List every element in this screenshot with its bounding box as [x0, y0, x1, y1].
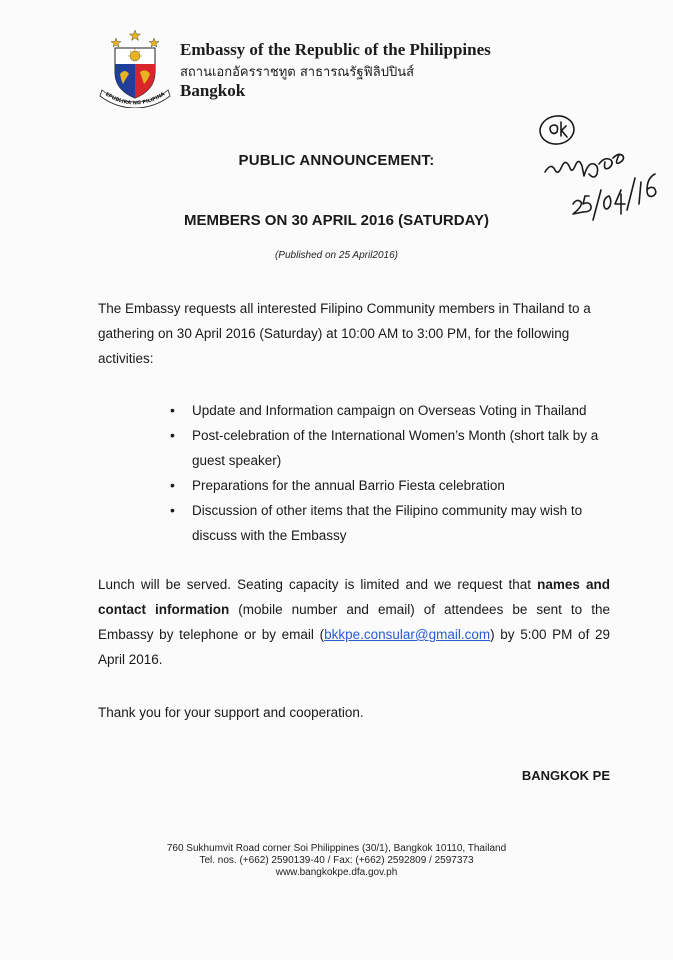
footer-phones: Tel. nos. (+662) 2590139-40 / Fax: (+662) 2592809 / 2597373	[199, 855, 474, 866]
list-item: • Post-celebration of the International Women’s Month (short talk by a guest speaker)	[170, 423, 615, 473]
announcement-subtitle: MEMBERS ON 30 APRIL 2016 (SATURDAY)	[183, 212, 490, 229]
thanks-paragraph: Thank you for your support and cooperation.	[98, 705, 364, 720]
list-item: • Discussion of other items that the Filipino community may wish to discuss with the Embassy	[170, 498, 615, 548]
lunch-text-1: Lunch will be served. Seating capacity is limited and we request that	[98, 577, 538, 592]
footer-address: 760 Sukhumvit Road corner Soi Philippines (30/1), Bangkok 10110, Thailand	[166, 843, 507, 854]
lunch-paragraph	[98, 572, 610, 672]
philippine-seal-logo	[96, 28, 174, 108]
embassy-name: Embassy of the Republic of the Philippines	[180, 40, 491, 59]
intro-paragraph: The Embassy requests all interested Filipino Community members in Thailand to a gathering on 30 April 2016 (Saturday) at 10:00 AM to 3:00 PM, for the following activities:	[98, 301, 591, 366]
consular-email-link[interactable]: bkkpe.consular@gmail.com	[324, 627, 491, 642]
list-item: • Preparations for the annual Barrio Fiesta celebration	[170, 473, 615, 498]
lunch-bold-text: names and contact information	[98, 577, 610, 617]
list-item: • Update and Information campaign on Overseas Voting in Thailand	[170, 398, 615, 423]
embassy-name-thai: สถานเอกอัครราชทูต สาธารณรัฐฟิลิปปินส์	[180, 65, 415, 80]
footer	[0, 843, 673, 879]
seal-motto: EPUBLIKA NG PILIPINA	[104, 91, 167, 107]
lunch-text-2: (mobile number and email) of attendees be sent to the Embassy by telephone or by email (	[98, 602, 610, 642]
embassy-city: Bangkok	[180, 81, 246, 100]
activities-list	[170, 398, 615, 548]
lunch-text-3: ) by 5:00 PM of 29 April 2016.	[98, 627, 610, 667]
signature: BANGKOK PE	[521, 768, 610, 783]
announcement-title: PUBLIC ANNOUNCEMENT:	[238, 152, 435, 169]
published-date: (Published on 25 April2016)	[274, 250, 399, 261]
footer-website[interactable]: www.bangkokpe.dfa.gov.ph	[275, 867, 398, 878]
